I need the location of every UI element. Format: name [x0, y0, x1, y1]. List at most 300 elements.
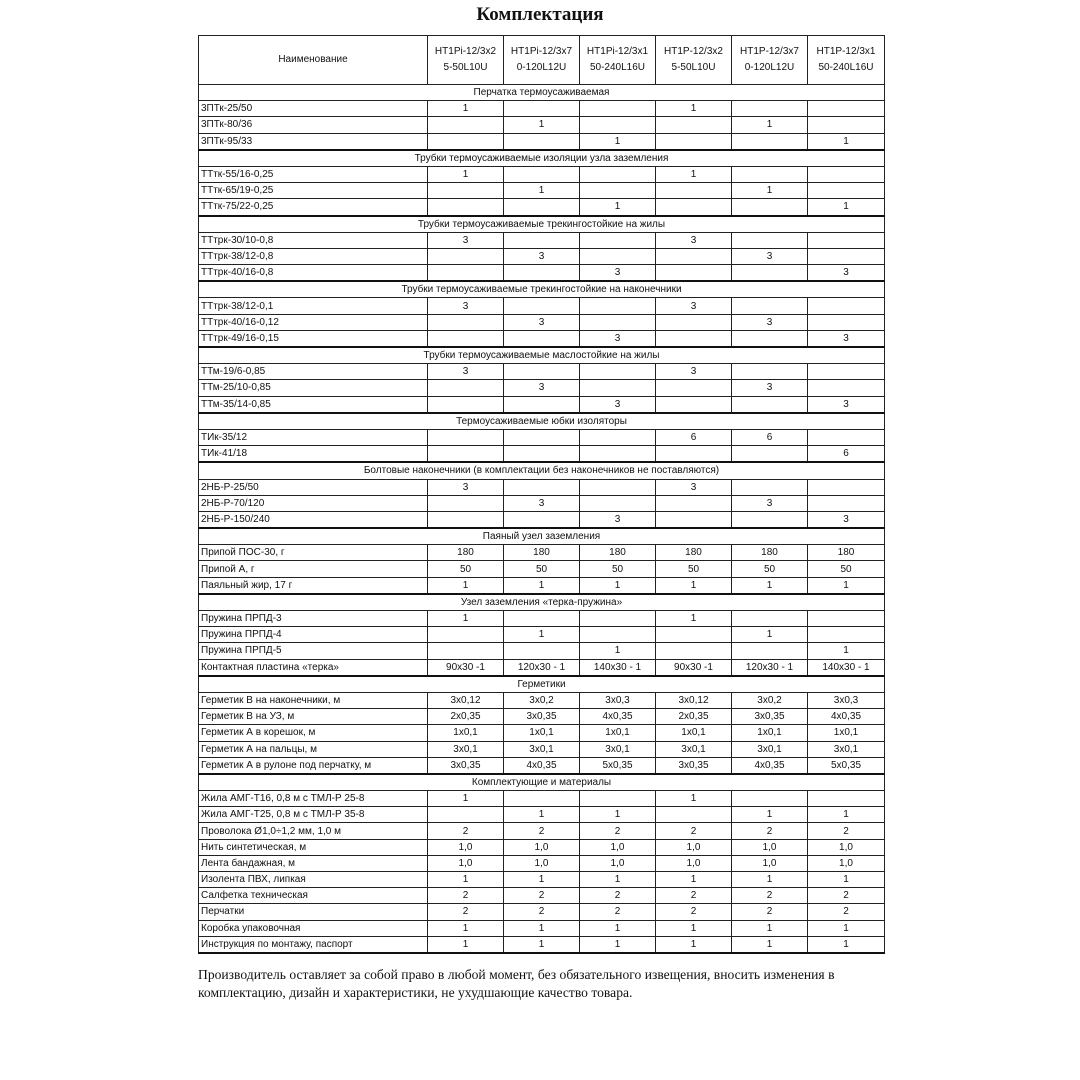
item-quantity: 2 — [656, 904, 732, 920]
item-quantity — [504, 330, 580, 347]
item-quantity: 90х30 -1 — [656, 659, 732, 676]
section-title: Комплектующие и материалы — [199, 774, 885, 791]
item-quantity: 1 — [580, 936, 656, 953]
item-quantity — [732, 479, 808, 495]
item-quantity: 1,0 — [428, 839, 504, 855]
item-name: Нить синтетическая, м — [199, 839, 428, 855]
item-quantity: 1 — [808, 199, 885, 216]
item-name: Салфетка техническая — [199, 888, 428, 904]
table-row — [199, 314, 885, 330]
table-row — [199, 807, 885, 823]
item-quantity — [656, 380, 732, 396]
item-quantity — [428, 199, 504, 216]
item-quantity — [428, 446, 504, 463]
item-quantity — [580, 479, 656, 495]
item-name: ТИк-41/18 — [199, 446, 428, 463]
item-quantity: 3 — [808, 330, 885, 347]
item-quantity: 6 — [732, 429, 808, 445]
item-quantity — [656, 396, 732, 413]
item-name: Жила АМГ-Т16, 0,8 м с ТМЛ-Р 25-8 — [199, 791, 428, 807]
item-quantity: 3х0,35 — [428, 757, 504, 774]
item-quantity: 1 — [808, 920, 885, 936]
item-name: 3ПТк-25/50 — [199, 101, 428, 117]
item-quantity — [808, 101, 885, 117]
item-quantity — [580, 117, 656, 133]
item-quantity — [580, 791, 656, 807]
item-quantity: 1 — [732, 936, 808, 953]
item-quantity: 1 — [732, 807, 808, 823]
model-column-header: НТ1Рі-12/3х150-240L16U — [580, 36, 656, 85]
item-quantity: 2 — [732, 904, 808, 920]
item-name: Герметик В на УЗ, м — [199, 709, 428, 725]
table-row — [199, 823, 885, 839]
item-quantity: 1 — [656, 872, 732, 888]
section-row — [199, 216, 885, 233]
item-quantity: 2 — [504, 888, 580, 904]
item-quantity — [428, 511, 504, 528]
item-name: ТТм-25/10-0,85 — [199, 380, 428, 396]
table-row — [199, 248, 885, 264]
item-name: Проволока Ø1,0÷1,2 мм, 1,0 м — [199, 823, 428, 839]
item-quantity — [808, 117, 885, 133]
section-title: Термоусаживаемые юбки изоляторы — [199, 413, 885, 430]
item-quantity: 1 — [656, 611, 732, 627]
item-quantity — [732, 330, 808, 347]
item-quantity — [732, 265, 808, 282]
item-quantity: 1 — [732, 872, 808, 888]
item-quantity: 3х0,12 — [428, 692, 504, 708]
item-quantity: 2 — [580, 823, 656, 839]
item-quantity — [504, 166, 580, 182]
item-quantity: 1,0 — [580, 855, 656, 871]
table-row — [199, 904, 885, 920]
item-quantity: 1 — [428, 611, 504, 627]
item-quantity — [732, 199, 808, 216]
item-quantity — [504, 199, 580, 216]
table-row — [199, 479, 885, 495]
item-quantity — [732, 791, 808, 807]
item-quantity: 3 — [656, 479, 732, 495]
item-quantity — [808, 611, 885, 627]
table-row — [199, 265, 885, 282]
item-name: Пружина ПРПД-4 — [199, 627, 428, 643]
item-quantity: 1 — [580, 872, 656, 888]
item-quantity: 1 — [504, 577, 580, 594]
section-row — [199, 347, 885, 364]
item-quantity — [504, 396, 580, 413]
item-quantity: 3х0,12 — [656, 692, 732, 708]
item-quantity — [580, 611, 656, 627]
item-quantity — [428, 429, 504, 445]
table-row — [199, 183, 885, 199]
table-row — [199, 396, 885, 413]
table-row — [199, 757, 885, 774]
item-quantity: 1 — [428, 920, 504, 936]
item-quantity: 4х0,35 — [732, 757, 808, 774]
item-quantity — [656, 511, 732, 528]
item-name: ТТтк-65/19-0,25 — [199, 183, 428, 199]
item-name: 2НБ-Р-70/120 — [199, 495, 428, 511]
item-quantity: 1 — [580, 920, 656, 936]
item-quantity: 1,0 — [808, 855, 885, 871]
table-row — [199, 920, 885, 936]
section-row — [199, 462, 885, 479]
item-name: ТТтрк-30/10-0,8 — [199, 232, 428, 248]
item-name: ТТтрк-49/16-0,15 — [199, 330, 428, 347]
item-name: Герметик А в рулоне под перчатку, м — [199, 757, 428, 774]
item-quantity — [732, 611, 808, 627]
item-quantity: 3х0,2 — [732, 692, 808, 708]
item-quantity — [580, 364, 656, 380]
table-row — [199, 117, 885, 133]
item-name: Пружина ПРПД-5 — [199, 643, 428, 659]
item-name: Перчатки — [199, 904, 428, 920]
item-name: ТТтрк-38/12-0,8 — [199, 248, 428, 264]
section-row — [199, 528, 885, 545]
table-row — [199, 936, 885, 953]
item-quantity — [504, 429, 580, 445]
item-quantity — [428, 396, 504, 413]
item-quantity — [580, 248, 656, 264]
item-quantity: 1,0 — [808, 839, 885, 855]
item-quantity — [808, 380, 885, 396]
section-title: Узел заземления «терка-пружина» — [199, 594, 885, 611]
item-quantity — [504, 446, 580, 463]
item-quantity: 3 — [580, 330, 656, 347]
item-quantity: 1 — [808, 133, 885, 150]
item-quantity: 50 — [428, 561, 504, 577]
item-name: Жила АМГ-Т25, 0,8 м с ТМЛ-Р 35-8 — [199, 807, 428, 823]
item-quantity: 1 — [656, 936, 732, 953]
item-quantity: 3 — [732, 495, 808, 511]
item-quantity: 1 — [504, 807, 580, 823]
table-row — [199, 380, 885, 396]
item-quantity: 1 — [732, 920, 808, 936]
item-quantity: 1 — [656, 920, 732, 936]
item-quantity — [808, 314, 885, 330]
item-quantity — [580, 166, 656, 182]
section-title: Трубки термоусаживаемые изоляции узла заземления — [199, 150, 885, 167]
item-quantity: 1 — [808, 577, 885, 594]
item-quantity: 180 — [732, 545, 808, 561]
item-quantity: 1 — [504, 872, 580, 888]
table-row — [199, 741, 885, 757]
item-quantity — [732, 511, 808, 528]
item-quantity — [580, 298, 656, 314]
item-quantity — [808, 495, 885, 511]
item-quantity: 50 — [732, 561, 808, 577]
item-quantity: 2х0,35 — [656, 709, 732, 725]
section-row — [199, 774, 885, 791]
item-name: Герметик В на наконечники, м — [199, 692, 428, 708]
item-quantity: 3х0,35 — [504, 709, 580, 725]
item-quantity — [580, 495, 656, 511]
item-quantity: 3 — [808, 511, 885, 528]
item-quantity: 3 — [656, 232, 732, 248]
item-quantity: 1 — [428, 936, 504, 953]
item-name: Контактная пластина «терка» — [199, 659, 428, 676]
item-quantity — [808, 166, 885, 182]
table-row — [199, 298, 885, 314]
item-quantity: 1 — [656, 101, 732, 117]
item-quantity: 3х0,3 — [580, 692, 656, 708]
item-quantity — [656, 117, 732, 133]
item-quantity — [808, 791, 885, 807]
item-quantity — [580, 314, 656, 330]
item-quantity: 1,0 — [428, 855, 504, 871]
item-quantity: 3 — [504, 495, 580, 511]
item-quantity — [504, 133, 580, 150]
table-row — [199, 545, 885, 561]
item-quantity — [808, 232, 885, 248]
item-quantity: 3 — [428, 298, 504, 314]
table-row — [199, 791, 885, 807]
item-quantity: 3 — [504, 248, 580, 264]
item-quantity: 1х0,1 — [732, 725, 808, 741]
item-quantity: 1 — [504, 936, 580, 953]
item-name: Герметик А в корешок, м — [199, 725, 428, 741]
item-quantity — [428, 133, 504, 150]
item-quantity: 3 — [656, 298, 732, 314]
item-quantity: 2 — [428, 904, 504, 920]
item-quantity: 3 — [580, 265, 656, 282]
item-quantity: 1 — [808, 643, 885, 659]
item-quantity — [580, 627, 656, 643]
table-row — [199, 577, 885, 594]
item-quantity — [656, 314, 732, 330]
table-row — [199, 725, 885, 741]
section-title: Паяный узел заземления — [199, 528, 885, 545]
item-quantity — [504, 479, 580, 495]
item-quantity — [428, 330, 504, 347]
item-quantity: 1 — [732, 627, 808, 643]
item-quantity — [732, 166, 808, 182]
item-quantity: 180 — [808, 545, 885, 561]
item-quantity: 2х0,35 — [428, 709, 504, 725]
item-quantity: 3х0,1 — [580, 741, 656, 757]
item-name: ТИк-35/12 — [199, 429, 428, 445]
page-title: Комплектация — [476, 4, 604, 25]
item-quantity: 180 — [504, 545, 580, 561]
item-quantity: 3х0,35 — [732, 709, 808, 725]
item-quantity: 50 — [504, 561, 580, 577]
item-quantity — [808, 479, 885, 495]
item-name: Припой А, г — [199, 561, 428, 577]
item-quantity: 1х0,1 — [808, 725, 885, 741]
item-quantity — [428, 380, 504, 396]
model-column-header: НТ1Р-12/3х25-50L10U — [656, 36, 732, 85]
item-quantity — [504, 232, 580, 248]
item-name: ТТтрк-40/16-0,8 — [199, 265, 428, 282]
table-header-row — [199, 36, 885, 85]
item-quantity — [656, 183, 732, 199]
item-quantity: 3 — [656, 364, 732, 380]
item-quantity: 1 — [428, 791, 504, 807]
item-quantity — [656, 133, 732, 150]
table-row — [199, 872, 885, 888]
item-quantity: 1,0 — [656, 839, 732, 855]
item-quantity — [428, 314, 504, 330]
item-quantity: 1 — [428, 166, 504, 182]
item-quantity — [428, 627, 504, 643]
item-quantity — [504, 643, 580, 659]
section-row — [199, 676, 885, 693]
item-quantity: 5х0,35 — [808, 757, 885, 774]
item-quantity — [732, 101, 808, 117]
section-title: Болтовые наконечники (в комплектации без наконечников не поставляются) — [199, 462, 885, 479]
table-row — [199, 659, 885, 676]
item-name: ТТм-35/14-0,85 — [199, 396, 428, 413]
item-quantity: 2 — [656, 888, 732, 904]
section-title: Герметики — [199, 676, 885, 693]
item-name: 2НБ-Р-150/240 — [199, 511, 428, 528]
item-quantity: 3 — [428, 479, 504, 495]
item-quantity — [656, 643, 732, 659]
item-quantity — [732, 232, 808, 248]
item-quantity: 3 — [732, 380, 808, 396]
model-column-header: НТ1Рі-12/3х25-50L10U — [428, 36, 504, 85]
components-table — [198, 35, 885, 954]
item-quantity: 3 — [732, 314, 808, 330]
item-name: ТТм-19/6-0,85 — [199, 364, 428, 380]
item-name: Коробка упаковочная — [199, 920, 428, 936]
item-quantity — [504, 265, 580, 282]
item-quantity: 3 — [428, 232, 504, 248]
item-name: Изолента ПВХ, липкая — [199, 872, 428, 888]
item-quantity: 5х0,35 — [580, 757, 656, 774]
section-row — [199, 150, 885, 167]
manufacturer-note: Производитель оставляет за собой право в любой момент, без обязательного извещения, вносить изменения в комплектацию, дизайн и характеристики, не ухудшающие качество товара. — [198, 967, 835, 1000]
item-quantity: 180 — [428, 545, 504, 561]
item-quantity: 2 — [732, 823, 808, 839]
item-quantity: 3х0,3 — [808, 692, 885, 708]
item-quantity — [428, 117, 504, 133]
item-quantity: 1 — [732, 577, 808, 594]
table-row — [199, 611, 885, 627]
item-quantity — [504, 791, 580, 807]
item-quantity: 2 — [580, 888, 656, 904]
item-quantity: 1х0,1 — [580, 725, 656, 741]
item-quantity: 1 — [428, 101, 504, 117]
item-quantity — [656, 330, 732, 347]
item-name: ТТтрк-40/16-0,12 — [199, 314, 428, 330]
table-row — [199, 364, 885, 380]
item-quantity: 1 — [656, 791, 732, 807]
item-quantity: 6 — [808, 446, 885, 463]
table-row — [199, 692, 885, 708]
table-row — [199, 643, 885, 659]
item-quantity — [504, 511, 580, 528]
item-quantity: 140х30 - 1 — [808, 659, 885, 676]
item-quantity: 120х30 - 1 — [504, 659, 580, 676]
item-quantity: 1,0 — [732, 855, 808, 871]
item-quantity: 2 — [808, 823, 885, 839]
item-quantity — [808, 298, 885, 314]
item-quantity: 2 — [504, 904, 580, 920]
item-quantity — [732, 364, 808, 380]
item-name: Припой ПОС-30, г — [199, 545, 428, 561]
item-quantity: 3х0,1 — [504, 741, 580, 757]
item-quantity: 1 — [428, 872, 504, 888]
item-quantity: 2 — [808, 904, 885, 920]
item-quantity: 1,0 — [504, 839, 580, 855]
section-row — [199, 594, 885, 611]
item-quantity: 1 — [504, 627, 580, 643]
item-quantity: 1 — [732, 117, 808, 133]
item-quantity: 2 — [656, 823, 732, 839]
item-quantity: 4х0,35 — [580, 709, 656, 725]
item-name: Герметик А на пальцы, м — [199, 741, 428, 757]
item-quantity — [428, 807, 504, 823]
item-name: Пружина ПРПД-3 — [199, 611, 428, 627]
item-quantity: 1 — [504, 920, 580, 936]
item-quantity: 1 — [580, 643, 656, 659]
item-quantity: 1 — [504, 183, 580, 199]
item-quantity — [580, 232, 656, 248]
item-quantity: 3 — [808, 396, 885, 413]
item-quantity — [808, 429, 885, 445]
item-quantity: 1х0,1 — [504, 725, 580, 741]
table-body — [199, 85, 885, 953]
item-quantity — [808, 248, 885, 264]
item-quantity: 1 — [580, 807, 656, 823]
table-row — [199, 133, 885, 150]
item-quantity: 1 — [808, 807, 885, 823]
item-name: ТТтрк-38/12-0,1 — [199, 298, 428, 314]
item-quantity — [504, 101, 580, 117]
item-quantity — [428, 248, 504, 264]
item-quantity: 3 — [504, 380, 580, 396]
item-quantity: 1,0 — [656, 855, 732, 871]
item-quantity: 3х0,1 — [656, 741, 732, 757]
item-quantity — [656, 446, 732, 463]
item-quantity — [808, 183, 885, 199]
name-column-header: Наименование — [199, 36, 428, 85]
section-title: Трубки термоусаживаемые маслостойкие на жилы — [199, 347, 885, 364]
table-row — [199, 888, 885, 904]
item-quantity — [732, 133, 808, 150]
item-quantity: 2 — [504, 823, 580, 839]
item-quantity: 1 — [656, 166, 732, 182]
model-column-header: НТ1Р-12/3х70-120L12U — [732, 36, 808, 85]
item-quantity: 1 — [580, 199, 656, 216]
item-quantity: 3 — [580, 511, 656, 528]
item-quantity — [504, 611, 580, 627]
section-title: Трубки термоусаживаемые трекингостойкие на жилы — [199, 216, 885, 233]
table-row — [199, 561, 885, 577]
item-name: Паяльный жир, 17 г — [199, 577, 428, 594]
item-quantity — [428, 183, 504, 199]
item-quantity — [428, 495, 504, 511]
table-row — [199, 709, 885, 725]
item-quantity: 50 — [580, 561, 656, 577]
table-row — [199, 839, 885, 855]
table-row — [199, 855, 885, 871]
item-quantity — [428, 265, 504, 282]
item-quantity: 1 — [808, 936, 885, 953]
item-quantity — [580, 446, 656, 463]
item-name: Лента бандажная, м — [199, 855, 428, 871]
item-quantity: 1,0 — [580, 839, 656, 855]
table-row — [199, 511, 885, 528]
item-quantity — [732, 396, 808, 413]
item-quantity: 3 — [504, 314, 580, 330]
item-quantity: 1х0,1 — [428, 725, 504, 741]
item-quantity: 2 — [580, 904, 656, 920]
table-row — [199, 199, 885, 216]
section-title: Перчатка термоусаживаемая — [199, 85, 885, 101]
model-column-header: НТ1Рі-12/3х70-120L12U — [504, 36, 580, 85]
